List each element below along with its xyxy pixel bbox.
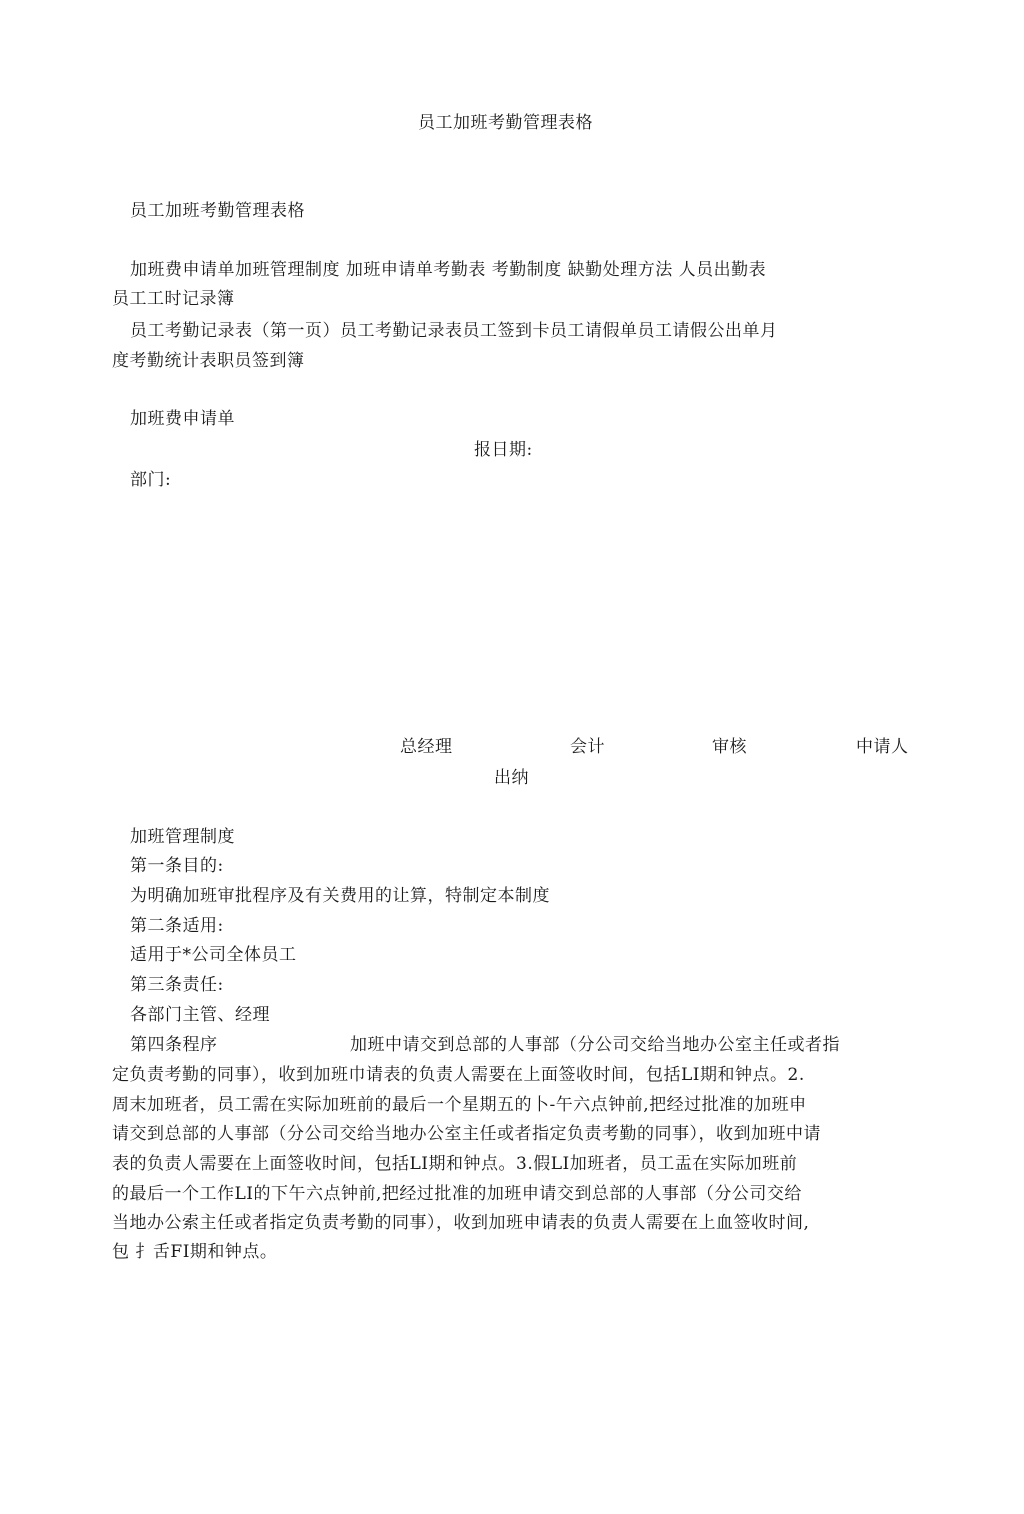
- article-3-body: 各部门主管、经理: [130, 1005, 270, 1025]
- article-4-title: 第四条程序: [130, 1035, 218, 1055]
- signature-accountant: 会计: [570, 737, 605, 757]
- section-heading: 员工加班考勤管理表格: [130, 201, 305, 221]
- date-label: 报日期:: [474, 440, 533, 460]
- contents-line: 加班费申请单加班管理制度 加班申请单考勤表 考勤制度 缺勤处理方法 人员出勤表: [130, 260, 767, 280]
- signature-applicant: 中请人: [856, 737, 909, 757]
- contents-line: 员工考勤记录表（第一页）员工考勤记录表员工签到卡员工请假单员工请假公出单月: [130, 321, 778, 341]
- article-4-line: 的最后一个工作LI的下午六点钟前,把经过批准的加班申请交到总部的人事部（分公司交给: [112, 1184, 802, 1204]
- article-2-body: 适用于*公司全体员工: [130, 945, 297, 965]
- contents-line: 员工工时记录簿: [112, 289, 235, 309]
- article-2-title: 第二条适用:: [130, 916, 224, 936]
- form-title: 加班费申请单: [130, 409, 235, 429]
- policy-title: 加班管理制度: [130, 827, 235, 847]
- document-title: 员工加班考勤管理表格: [418, 113, 593, 133]
- article-4-line: 包 扌舌FI期和钟点。: [112, 1242, 278, 1262]
- department-label: 部门:: [130, 470, 172, 490]
- article-4-line: 定负责考勤的同事），收到加班巾请表的负责人需要在上面签收时间，包括LI期和钟点。2.: [112, 1065, 805, 1085]
- article-3-title: 第三条责任:: [130, 975, 224, 995]
- signature-cashier: 出纳: [494, 768, 529, 788]
- article-4-line: 周末加班者，员工需在实际加班前的最后一个星期五的卜-午六点钟前,把经过批准的加班申: [112, 1095, 807, 1115]
- contents-line: 度考勤统计表职员签到簿: [112, 351, 305, 371]
- signature-general-manager: 总经理: [400, 737, 453, 757]
- article-4-line: 表的负责人需要在上面签收时间，包括LI期和钟点。3.假LI加班者，员工盂在实际加班前: [112, 1154, 798, 1174]
- article-4-line: 当地办公索主任或者指定负责考勤的同事），收到加班申请表的负责人需要在上血签收时间,: [112, 1213, 810, 1233]
- article-1-body: 为明确加班审批程序及有关费用的让算，特制定本制度: [130, 886, 550, 906]
- signature-reviewer: 审核: [712, 737, 747, 757]
- article-1-title: 第一条目的:: [130, 856, 224, 876]
- article-4-line: 加班中请交到总部的人事部（分公司交给当地办公室主任或者指: [350, 1035, 840, 1055]
- article-4-line: 请交到总部的人事部（分公司交给当地办公室主任或者指定负责考勤的同事），收到加班中请: [112, 1124, 821, 1144]
